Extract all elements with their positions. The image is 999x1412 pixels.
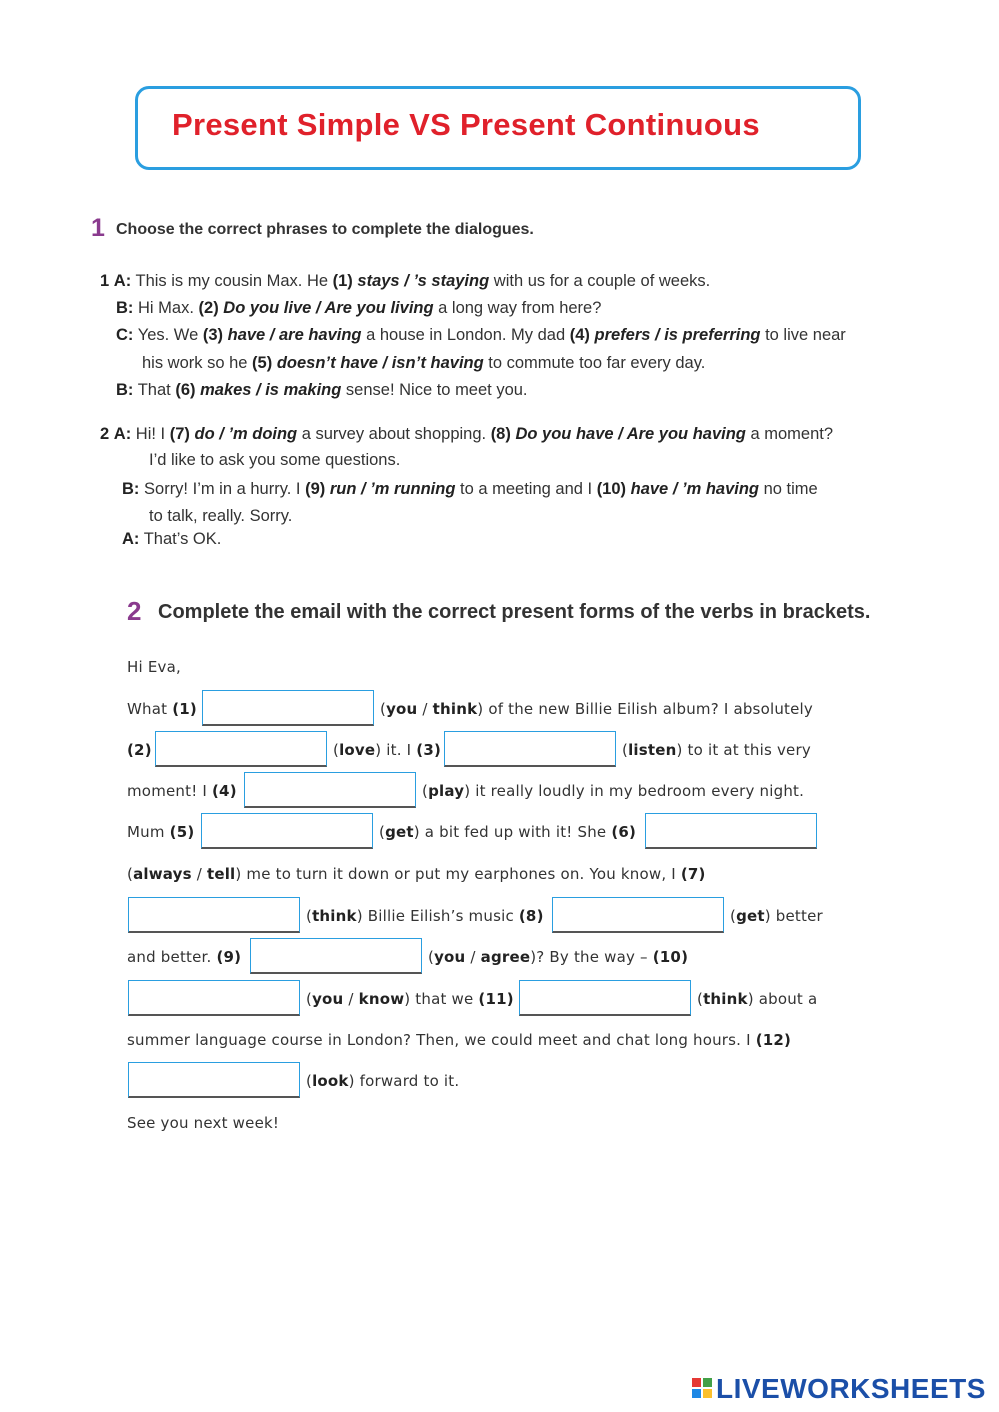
- dialogue-2-line-1: 2 A: Hi! I (7) do / ’m doing a survey about shopping. (8) Do you have / Are you having a moment?: [100, 425, 834, 443]
- email-line-7-b: (you / agree)? By the way – (10): [428, 948, 689, 966]
- answer-input-10[interactable]: [128, 980, 300, 1016]
- email-line-2-b: (love) it. I (3): [333, 741, 442, 759]
- email-line-1-b: (you / think) of the new Billie Eilish album? I absolutely: [380, 700, 813, 718]
- email-line-10: (look) forward to it.: [306, 1072, 460, 1090]
- dialogue-1-line-2: B: Hi Max. (2) Do you live / Are you living a long way from here?: [116, 299, 602, 317]
- answer-input-2[interactable]: [155, 731, 327, 767]
- email-line-8-b: (think) about a: [697, 990, 818, 1008]
- logo-text: LIVEWORKSHEETS: [716, 1373, 986, 1404]
- exercise-1-number: 1: [91, 214, 105, 242]
- email-line-9: summer language course in London? Then, we could meet and chat long hours. I (12): [127, 1031, 792, 1049]
- email-line-8-a: (you / know) that we (11): [306, 990, 514, 1008]
- exercise-1-instruction: Choose the correct phrases to complete the dialogues.: [116, 221, 534, 238]
- answer-input-4[interactable]: [244, 772, 416, 808]
- email-line-3-a: moment! I (4): [127, 782, 237, 800]
- email-line-1-a: What (1): [127, 700, 197, 718]
- dialogue-2-line-4: to talk, really. Sorry.: [149, 507, 293, 525]
- email-line-4-b: (get) a bit fed up with it! She (6): [379, 823, 637, 841]
- exercise-2-number: 2: [127, 596, 142, 626]
- email-line-5: (always / tell) me to turn it down or put my earphones on. You know, I (7): [127, 865, 706, 883]
- answer-input-7[interactable]: [128, 897, 300, 933]
- dialogue-2-line-3: B: Sorry! I’m in a hurry. I (9) run / ’m running to a meeting and I (10) have / ’m having no time: [122, 480, 818, 498]
- email-line-2-a: (2): [127, 741, 152, 759]
- dialogue-1-line-3: C: Yes. We (3) have / are having a house in London. My dad (4) prefers / is preferring to live near: [116, 326, 846, 344]
- dialogue-1-line-4: his work so he (5) doesn’t have / isn’t having to commute too far every day.: [142, 354, 706, 372]
- email-closing: See you next week!: [127, 1114, 280, 1132]
- email-greeting: Hi Eva,: [127, 658, 181, 676]
- answer-input-9[interactable]: [250, 938, 422, 974]
- worksheet-title: Present Simple VS Present Continuous: [172, 107, 760, 142]
- dialogue-2-line-2: I’d like to ask you some questions.: [149, 451, 401, 469]
- answer-input-5[interactable]: [201, 813, 373, 849]
- dialogue-1-line-1: 1 A: This is my cousin Max. He (1) stays / ’s staying with us for a couple of weeks.: [100, 272, 711, 290]
- email-line-6-a: (think) Billie Eilish’s music (8): [306, 907, 544, 925]
- email-line-3-b: (play) it really loudly in my bedroom every night.: [422, 782, 805, 800]
- answer-input-3[interactable]: [444, 731, 616, 767]
- answer-input-6[interactable]: [645, 813, 817, 849]
- answer-input-12[interactable]: [128, 1062, 300, 1098]
- email-line-7-a: and better. (9): [127, 948, 242, 966]
- answer-input-11[interactable]: [519, 980, 691, 1016]
- exercise-2-instruction: Complete the email with the correct present forms of the verbs in brackets.: [158, 601, 871, 623]
- answer-input-1[interactable]: [202, 690, 374, 726]
- logo-grid-icon: [692, 1378, 712, 1398]
- dialogue-2-line-5: A: That’s OK.: [122, 530, 222, 548]
- email-line-2-c: (listen) to it at this very: [622, 741, 811, 759]
- answer-input-8[interactable]: [552, 897, 724, 933]
- email-line-6-b: (get) better: [730, 907, 823, 925]
- email-line-4-a: Mum (5): [127, 823, 195, 841]
- dialogue-1-line-5: B: That (6) makes / is making sense! Nice to meet you.: [116, 381, 528, 399]
